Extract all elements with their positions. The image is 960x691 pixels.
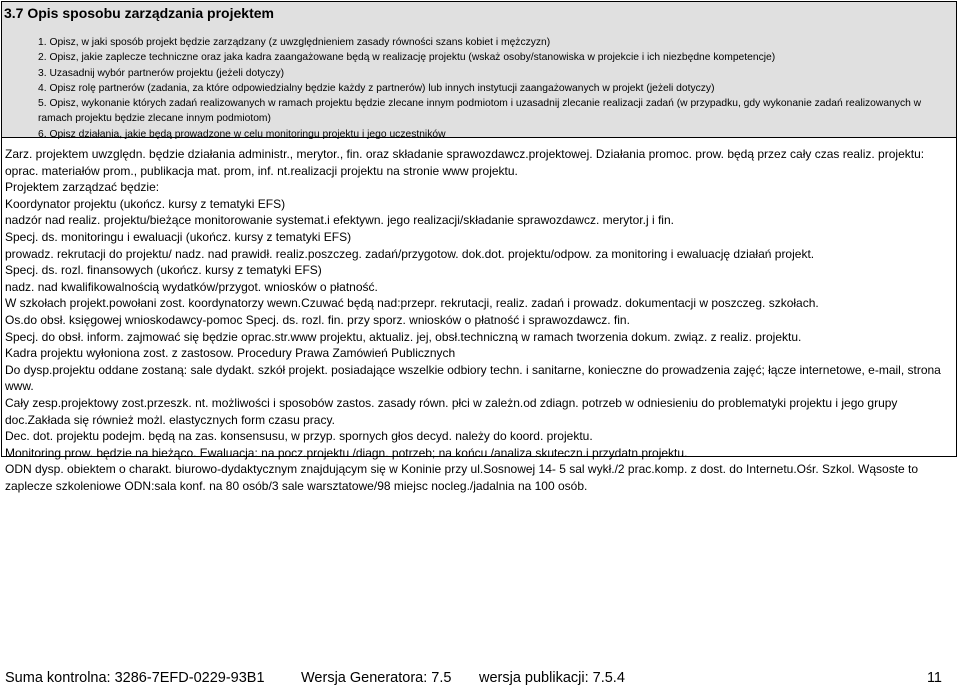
answer-line: Specj. do obsł. inform. zajmować się będzie oprac.str.www projektu, aktualiz. jej, obsł.techniczną w ramach tworzenia dokum. związ. z realiz. projektu. — [5, 329, 802, 344]
publication-version-label: wersja publikacji: 7.5.4 — [479, 670, 625, 686]
instruction-item: 6. Opisz działania, jakie będą prowadzone w celu monitoringu projektu i jego uczestników — [38, 128, 446, 140]
answer-line: Os.do obsł. księgowej wnioskodawcy-pomoc Specj. ds. rozl. fin. przy sporz. wniosków o płatność i sprawozdawcz. fin. — [5, 312, 630, 327]
section-frame — [1, 1, 957, 493]
answer-line: W szkołach projekt.powołani zost. koordynatorzy wewn.Czuwać będą nad:przepr. rekrutacji, realiz. zadań i prowadz. dokumentacji w poszczeg. szkołach. — [5, 296, 819, 311]
section-title: 3.7 Opis sposobu zarządzania projektem — [4, 5, 274, 21]
instructions-list — [38, 35, 950, 142]
answer-line: Kadra projektu wyłoniona zost. z zastosow. Procedury Prawa Zamówień Publicznych — [5, 346, 456, 361]
answer-line: Zarz. projektem uwzględn. będzie działania administr., merytor., fin. oraz składanie sprawozdawcz.projektowej. Działania promoc. prow. będą przez cały czas realiz. projektu: oprac. materiałów prom., publikacja mat. prom, inf. nt.realizacji projektu na stronie www projektu. — [5, 147, 925, 178]
answer-line: Koordynator projektu (ukończ. kursy z tematyki EFS) — [5, 196, 286, 211]
page-number: 11 — [926, 670, 942, 686]
instruction-item: 3. Uzasadnij wybór partnerów projektu (jeżeli dotyczy) — [38, 67, 285, 79]
instruction-item: 2. Opisz, jakie zaplecze techniczne oraz jaka kadra zaangażowane będą w realizację projektu (wskaż osoby/stanowiska w projekcie i ich niezbędne kompetencje) — [38, 52, 776, 64]
answer-line: prowadz. rekrutacji do projektu/ nadz. nad prawidł. realiz.poszczeg. zadań/przygotow. dok.dot. projektu/odpow. za monitoring i ewaluację działań projekt. — [5, 246, 815, 261]
answer-line: nadzór nad realiz. projektu/bieżące monitorowanie systemat.i efektywn. jego realizacji/składanie sprawozdawcz. merytor.j i fin. — [5, 213, 674, 228]
generator-version-label: Wersja Generatora: 7.5 — [301, 670, 452, 686]
instruction-item: 1. Opisz, w jaki sposób projekt będzie zarządzany (z uwzględnieniem zasady równości szans kobiet i mężczyzn) — [38, 37, 551, 48]
answer-line: Projektem zarządzać będzie: — [5, 180, 160, 195]
page-footer — [0, 670, 960, 690]
answer-line: Do dysp.projektu oddane zostaną: sale dydakt. szkół projekt. posiadające wszelkie odbiory techn. i sanitarne, konieczne do prowadzenia zajęć; łącze internetowe, e-mail, strona www. — [5, 362, 941, 394]
answer-line: Specj. ds. monitoringu i ewaluacji (ukończ. kursy z tematyki EFS) — [5, 229, 352, 244]
answer-line: Specj. ds. rozl. finansowych (ukończ. kursy z tematyki EFS) — [5, 263, 322, 278]
section-header-band — [2, 2, 956, 138]
answer-line: ODN dysp. obiektem o charakt. biurowo-dydaktycznym znajdującym się w Koninie przy ul.Sosnowej 14- 5 sal wykł./2 prac.komp. z dost. do Internetu.Ośr. Szkol. Wąsoste to zaplecze szkoleniowe ODN:sala konf. na 80 osób/3 sale warsztatowe/98 miejsc nocleg./jadalnia na 100 osób. — [5, 462, 919, 493]
answer-text — [5, 146, 955, 494]
instruction-item: 4. Opisz rolę partnerów (zadania, za które odpowiedzialny będzie każdy z partnerów) lub innych instytucji zaangażowanych w projekt (jeżeli dotyczy) — [38, 82, 715, 94]
answer-line: Monitoring prow. będzie na bieżąco. Ewaluacja: na pocz.projektu /diagn. potrzeb; na końcu /analiza skuteczn.i przydatn.projektu. — [5, 445, 688, 460]
answer-line: Dec. dot. projektu podejm. będą na zas. konsensusu, w przyp. spornych głos decyd. należy do koord. projektu. — [5, 429, 593, 444]
instruction-item: 5. Opisz, wykonanie których zadań realizowanych w ramach projektu będzie zlecane innym podmiotom i uzasadnij zlecanie realizacji zadań (w przypadku, gdy wykonanie zadań realizowanych w ramach projektu będzie zlecane innym podmiotom) — [38, 98, 922, 125]
answer-line: Cały zesp.projektowy zost.przeszk. nt. możliwości i sposobów zastos. zasady równ. płci w zależn.od zdiagn. potrzeb w odniesieniu do problematyki projektu i jego grupy doc.Zakłada się również możl. elastycznych form czasu pracy. — [5, 395, 898, 427]
checksum-label: Suma kontrolna: 3286-7EFD-0229-93B1 — [5, 670, 265, 686]
answer-line: nadz. nad kwalifikowalnością wydatków/przygot. wniosków o płatność. — [5, 279, 378, 294]
